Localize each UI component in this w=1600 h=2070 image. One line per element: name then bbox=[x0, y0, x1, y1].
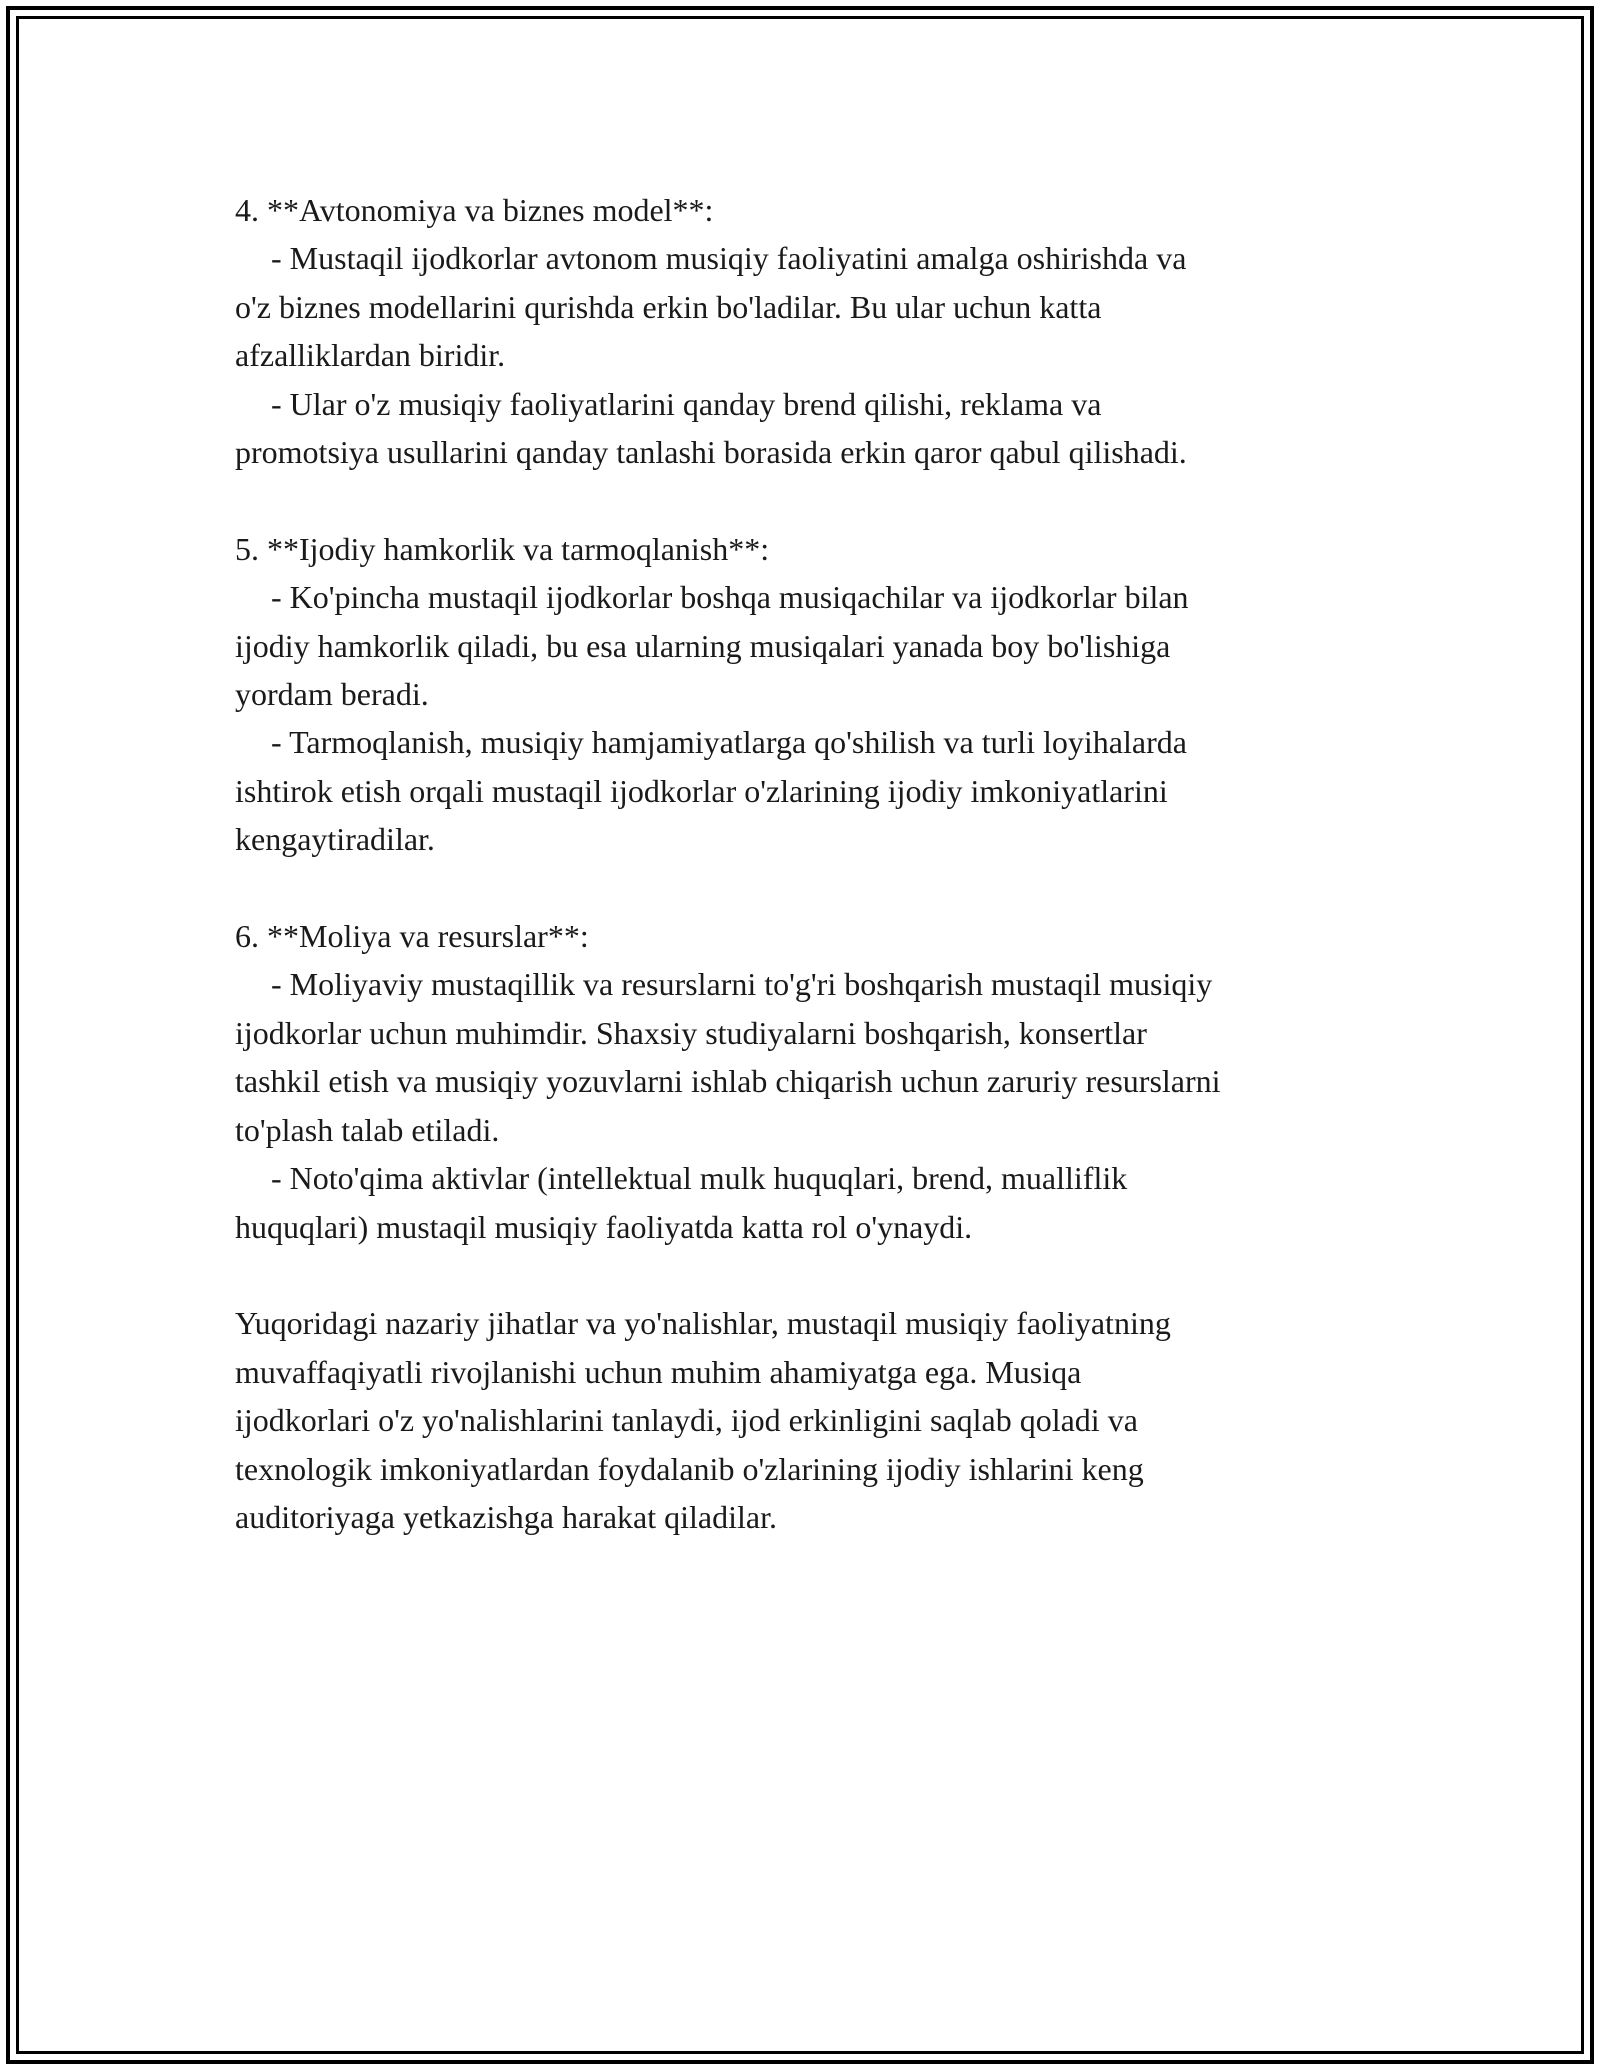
bullet-item bbox=[235, 960, 1415, 1154]
paragraph-spacer bbox=[235, 1251, 1415, 1299]
bullet-line: - Tarmoqlanish, musiqiy hamjamiyatlarga qo'shilish va turli loyihalarda bbox=[271, 724, 1187, 761]
section-6 bbox=[235, 912, 1415, 1251]
bullet-line: ishtirok etish orqali mustaqil ijodkorlar o'zlarining ijodiy imkoniyatlarini bbox=[235, 772, 1168, 809]
section-heading: 6. **Moliya va resurslar**: bbox=[235, 918, 589, 955]
bullet-line: - Noto'qima aktivlar (intellektual mulk huquqlari, brend, mualliflik bbox=[271, 1160, 1128, 1197]
bullet-line: to'plash talab etiladi. bbox=[235, 1111, 500, 1148]
paragraph-spacer bbox=[235, 476, 1415, 524]
bullet-line: ijodiy hamkorlik qiladi, bu esa ularning musiqalari yanada boy bo'lishiga bbox=[235, 627, 1171, 664]
bullet-line: - Ko'pincha mustaqil ijodkorlar boshqa musiqachilar va ijodkorlar bilan bbox=[271, 579, 1189, 616]
section-4 bbox=[235, 186, 1415, 476]
conclusion-line: texnologik imkoniyatlardan foydalanib o'zlarining ijodiy ishlarini keng bbox=[235, 1450, 1144, 1487]
document-body bbox=[235, 186, 1415, 1541]
bullet-line: afzalliklardan biridir. bbox=[235, 337, 506, 374]
bullet-line: tashkil etish va musiqiy yozuvlarni ishlab chiqarish uchun zaruriy resurslarni bbox=[235, 1063, 1221, 1100]
conclusion-line: Yuqoridagi nazariy jihatlar va yo'nalishlar, mustaqil musiqiy faoliyatning bbox=[235, 1305, 1171, 1342]
bullet-line: promotsiya usullarini qanday tanlashi borasida erkin qaror qabul qilishadi. bbox=[235, 434, 1187, 471]
bullet-item bbox=[235, 1154, 1415, 1251]
section-5 bbox=[235, 525, 1415, 864]
bullet-line: ijodkorlar uchun muhimdir. Shaxsiy studiyalarni boshqarish, konsertlar bbox=[235, 1014, 1147, 1051]
bullet-line: - Moliyaviy mustaqillik va resurslarni to'g'ri boshqarish mustaqil musiqiy bbox=[271, 966, 1213, 1003]
paragraph-spacer bbox=[235, 864, 1415, 912]
conclusion-paragraph bbox=[235, 1299, 1415, 1541]
conclusion-line: ijodkorlari o'z yo'nalishlarini tanlaydi, ijod erkinligini saqlab qoladi va bbox=[235, 1402, 1138, 1439]
section-heading: 5. **Ijodiy hamkorlik va tarmoqlanish**: bbox=[235, 530, 770, 567]
conclusion-line: auditoriyaga yetkazishga harakat qiladilar. bbox=[235, 1498, 777, 1535]
bullet-line: yordam beradi. bbox=[235, 676, 429, 713]
bullet-item bbox=[235, 234, 1415, 379]
conclusion-line: muvaffaqiyatli rivojlanishi uchun muhim ahamiyatga ega. Musiqa bbox=[235, 1353, 1082, 1390]
bullet-line: o'z biznes modellarini qurishda erkin bo'ladilar. Bu ular uchun katta bbox=[235, 288, 1102, 325]
bullet-item bbox=[235, 380, 1415, 477]
bullet-item bbox=[235, 718, 1415, 863]
bullet-line: - Ular o'z musiqiy faoliyatlarini qanday brend qilishi, reklama va bbox=[271, 385, 1102, 422]
bullet-item bbox=[235, 573, 1415, 718]
bullet-line: kengaytiradilar. bbox=[235, 821, 435, 858]
bullet-line: - Mustaqil ijodkorlar avtonom musiqiy faoliyatini amalga oshirishda va bbox=[271, 240, 1187, 277]
section-heading: 4. **Avtonomiya va biznes model**: bbox=[235, 192, 714, 228]
bullet-line: huquqlari) mustaqil musiqiy faoliyatda katta rol o'ynaydi. bbox=[235, 1208, 973, 1245]
